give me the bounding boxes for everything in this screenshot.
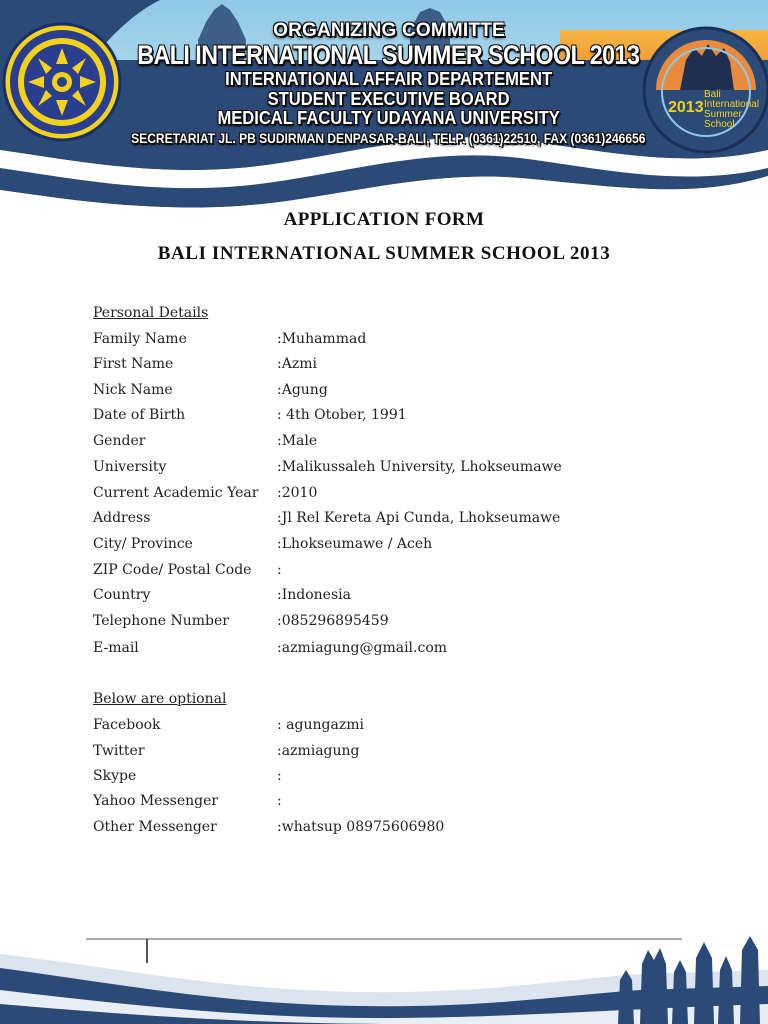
form-row-university — [93, 459, 693, 479]
field-value: :Malikussaleh University, Lhokseumawe — [277, 459, 562, 475]
form-row-first-name — [93, 356, 693, 376]
organizer-line: ORGANIZING COMMITTE — [273, 20, 505, 41]
form-row-email — [93, 640, 693, 660]
field-value: :085296895459 — [277, 613, 389, 629]
field-label: Telephone Number — [93, 613, 229, 629]
field-value: :Agung — [277, 382, 328, 398]
department-line: INTERNATIONAL AFFAIR DEPARTEMENT — [225, 69, 553, 89]
field-label: Facebook — [93, 717, 161, 733]
logo-year: 2013 — [668, 99, 704, 116]
form-row-skype — [93, 768, 693, 788]
form-row-city-province — [93, 536, 693, 556]
field-value: :Male — [277, 433, 318, 449]
form-row-address — [93, 510, 693, 530]
field-label: Yahoo Messenger — [93, 793, 219, 809]
field-label: First Name — [93, 356, 174, 372]
field-label: Family Name — [93, 331, 187, 347]
field-value: : — [277, 793, 282, 809]
field-value: : 4th Otober, 1991 — [277, 407, 407, 423]
logo-text-4: School — [704, 119, 735, 130]
secretariat-address-line: SECRETARIAT JL. PB SUDIRMAN DENPASAR-BALI, TELP. (0361)22510, FAX (0361)246656 — [131, 130, 646, 146]
field-label: Twitter — [93, 743, 145, 759]
form-row-country — [93, 587, 693, 607]
form-row-telephone — [93, 613, 693, 633]
form-title: APPLICATION FORM — [283, 209, 485, 230]
field-value: :2010 — [277, 485, 318, 501]
form-row-gender — [93, 433, 693, 453]
form-subtitle: BALI INTERNATIONAL SUMMER SCHOOL 2013 — [157, 243, 611, 264]
logo-text-1: Bali — [704, 89, 721, 100]
field-label: City/ Province — [93, 536, 193, 552]
field-value: : — [277, 562, 282, 578]
optional-heading: Below are optional — [93, 691, 227, 707]
board-line: STUDENT EXECUTIVE BOARD — [267, 89, 510, 109]
field-label: Current Academic Year — [93, 485, 259, 501]
form-row-date-of-birth — [93, 407, 693, 427]
form-row-facebook — [93, 717, 693, 737]
form-row-zip-code — [93, 562, 693, 582]
form-row-family-name — [93, 331, 693, 351]
form-row-yahoo-messenger — [93, 793, 693, 813]
field-value: :Muhammad — [277, 331, 367, 347]
field-value: :azmiagung — [277, 743, 360, 759]
footer-decoration — [0, 930, 768, 1024]
field-label: E-mail — [93, 640, 139, 656]
form-row-academic-year — [93, 485, 693, 505]
form-row-twitter — [93, 743, 693, 763]
form-row-nick-name — [93, 382, 693, 402]
footer-wave-skyline — [0, 930, 768, 1024]
field-value: :Azmi — [277, 356, 317, 372]
field-label: Address — [93, 510, 151, 526]
field-label: University — [93, 459, 167, 475]
form-row-other-messenger — [93, 819, 693, 839]
field-value: :Indonesia — [277, 587, 351, 603]
field-label: Date of Birth — [93, 407, 186, 423]
field-label: Gender — [93, 433, 146, 449]
logo-text-2: International — [704, 99, 760, 110]
field-value: : — [277, 768, 282, 784]
personal-details-heading: Personal Details — [93, 305, 209, 321]
field-label: Nick Name — [93, 382, 173, 398]
field-label: Country — [93, 587, 151, 603]
field-value: :azmiagung@gmail.com — [277, 640, 448, 656]
event-name-line: BALI INTERNATIONAL SUMMER SCHOOL 2013 — [137, 40, 640, 70]
field-value: : agungazmi — [277, 717, 364, 733]
logo-text-3: Summer — [704, 109, 742, 120]
field-value: :Lhokseumawe / Aceh — [277, 536, 433, 552]
letterhead-banner — [0, 0, 768, 215]
field-label: Other Messenger — [93, 819, 217, 835]
faculty-line: MEDICAL FACULTY UDAYANA UNIVERSITY — [217, 108, 560, 128]
field-value: :Jl Rel Kereta Api Cunda, Lhokseumawe — [277, 510, 561, 526]
field-label: Skype — [93, 768, 137, 784]
field-value: :whatsup 08975606980 — [277, 819, 445, 835]
field-label: ZIP Code/ Postal Code — [93, 562, 252, 578]
